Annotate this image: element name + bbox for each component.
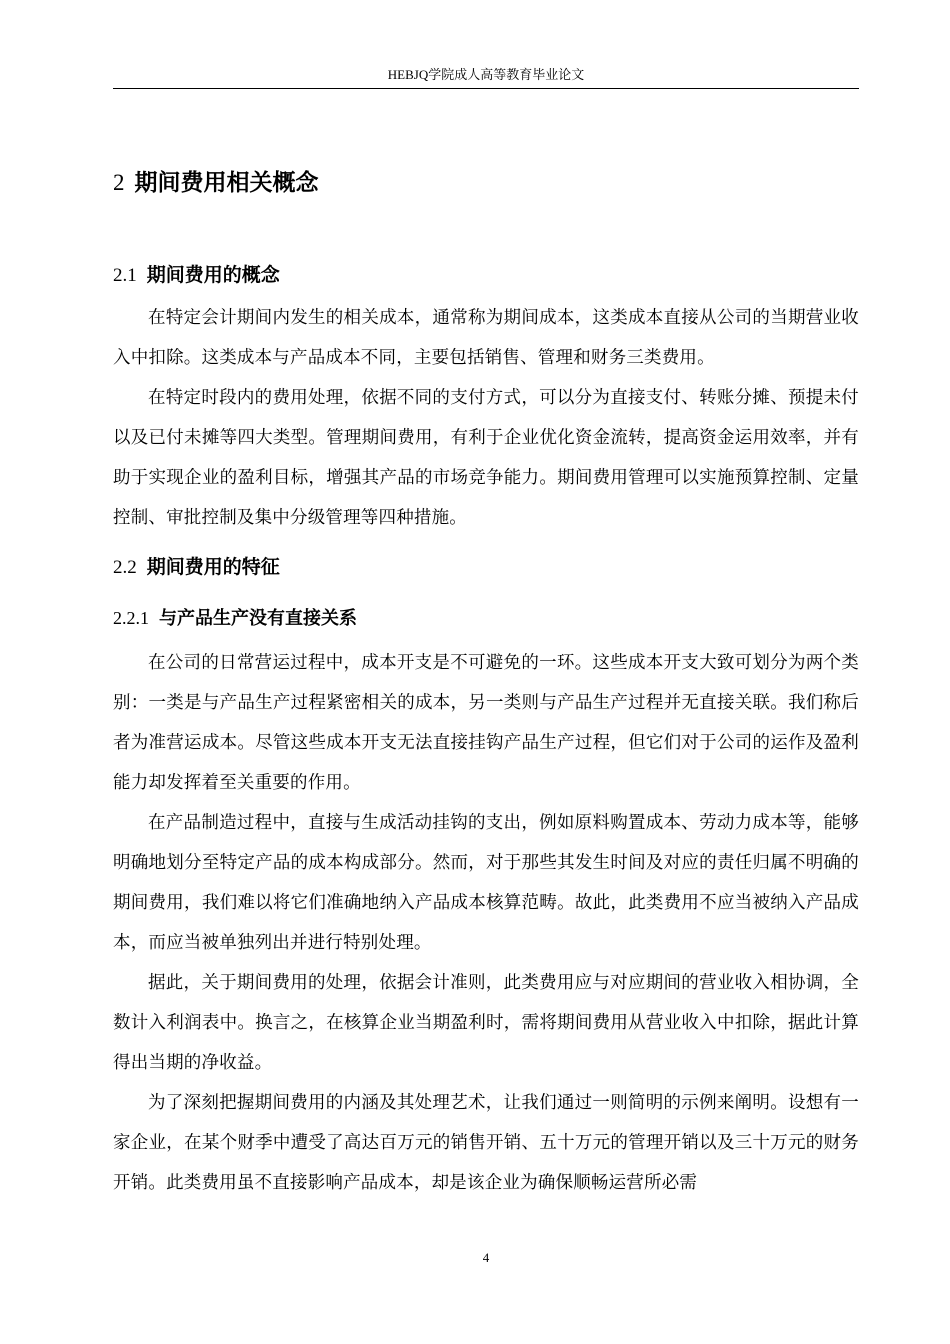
paragraph: 在公司的日常营运过程中，成本开支是不可避免的一环。这些成本开支大致可划分为两个类别：一类是与产品生产过程紧密相关的成本，另一类则与产品生产过程并无直接关联。我们称后者为准营运成本。尽管这些成本开支无法直接挂钩产品生产过程，但它们对于公司的运作及盈利能力却发挥着至关重要的作用。 xyxy=(113,653,859,793)
section-number: 2.2 xyxy=(113,557,137,578)
chapter-number: 2 xyxy=(113,170,125,195)
page-number: 4 xyxy=(482,1250,490,1265)
paragraph: 为了深刻把握期间费用的内涵及其处理艺术，让我们通过一则简明的示例来阐明。设想有一家企业，在某个财季中遭受了高达百万元的销售开销、五十万元的管理开销以及三十万元的财务开销。此类费用虽不直接影响产品成本，却是该企业为确保顺畅运营所必需 xyxy=(113,1093,859,1193)
subsection-title: 与产品生产没有直接关系 xyxy=(159,608,357,629)
subsection-number: 2.2.1 xyxy=(113,608,149,628)
section-heading-2-1 xyxy=(113,260,280,287)
section-title: 期间费用的概念 xyxy=(146,264,280,286)
paragraph: 在特定时段内的费用处理，依据不同的支付方式，可以分为直接支付、转账分摊、预提未付以及已付未摊等四大类型。管理期间费用，有利于企业优化资金流转，提高资金运用效率，并有助于实现企业的盈利目标，增强其产品的市场竞争能力。期间费用管理可以实施预算控制、定量控制、审批控制及集中分级管理等四种措施。 xyxy=(113,388,859,528)
paragraph: 据此，关于期间费用的处理，依据会计准则，此类费用应与对应期间的营业收入相协调，全数计入利润表中。换言之，在核算企业当期盈利时，需将期间费用从营业收入中扣除，据此计算得出当期的净收益。 xyxy=(113,973,859,1073)
chapter-heading xyxy=(113,164,319,197)
paragraph: 在特定会计期间内发生的相关成本，通常称为期间成本，这类成本直接从公司的当期营业收入中扣除。这类成本与产品成本不同，主要包括销售、管理和财务三类费用。 xyxy=(113,308,859,368)
section-number: 2.1 xyxy=(113,265,137,286)
chapter-title: 期间费用相关概念 xyxy=(134,170,319,196)
page-header: HEBJQ学院成人高等教育毕业论文 xyxy=(387,67,585,82)
subsection-heading-2-2-1 xyxy=(113,604,357,630)
section-heading-2-2 xyxy=(113,552,280,579)
header-divider xyxy=(113,88,859,89)
section-title: 期间费用的特征 xyxy=(146,556,280,578)
paragraph: 在产品制造过程中，直接与生成活动挂钩的支出，例如原料购置成本、劳动力成本等，能够明确地划分至特定产品的成本构成部分。然而，对于那些其发生时间及对应的责任归属不明确的期间费用，我们难以将它们准确地纳入产品成本核算范畴。故此，此类费用不应当被纳入产品成本，而应当被单独列出并进行特别处理。 xyxy=(113,813,859,953)
